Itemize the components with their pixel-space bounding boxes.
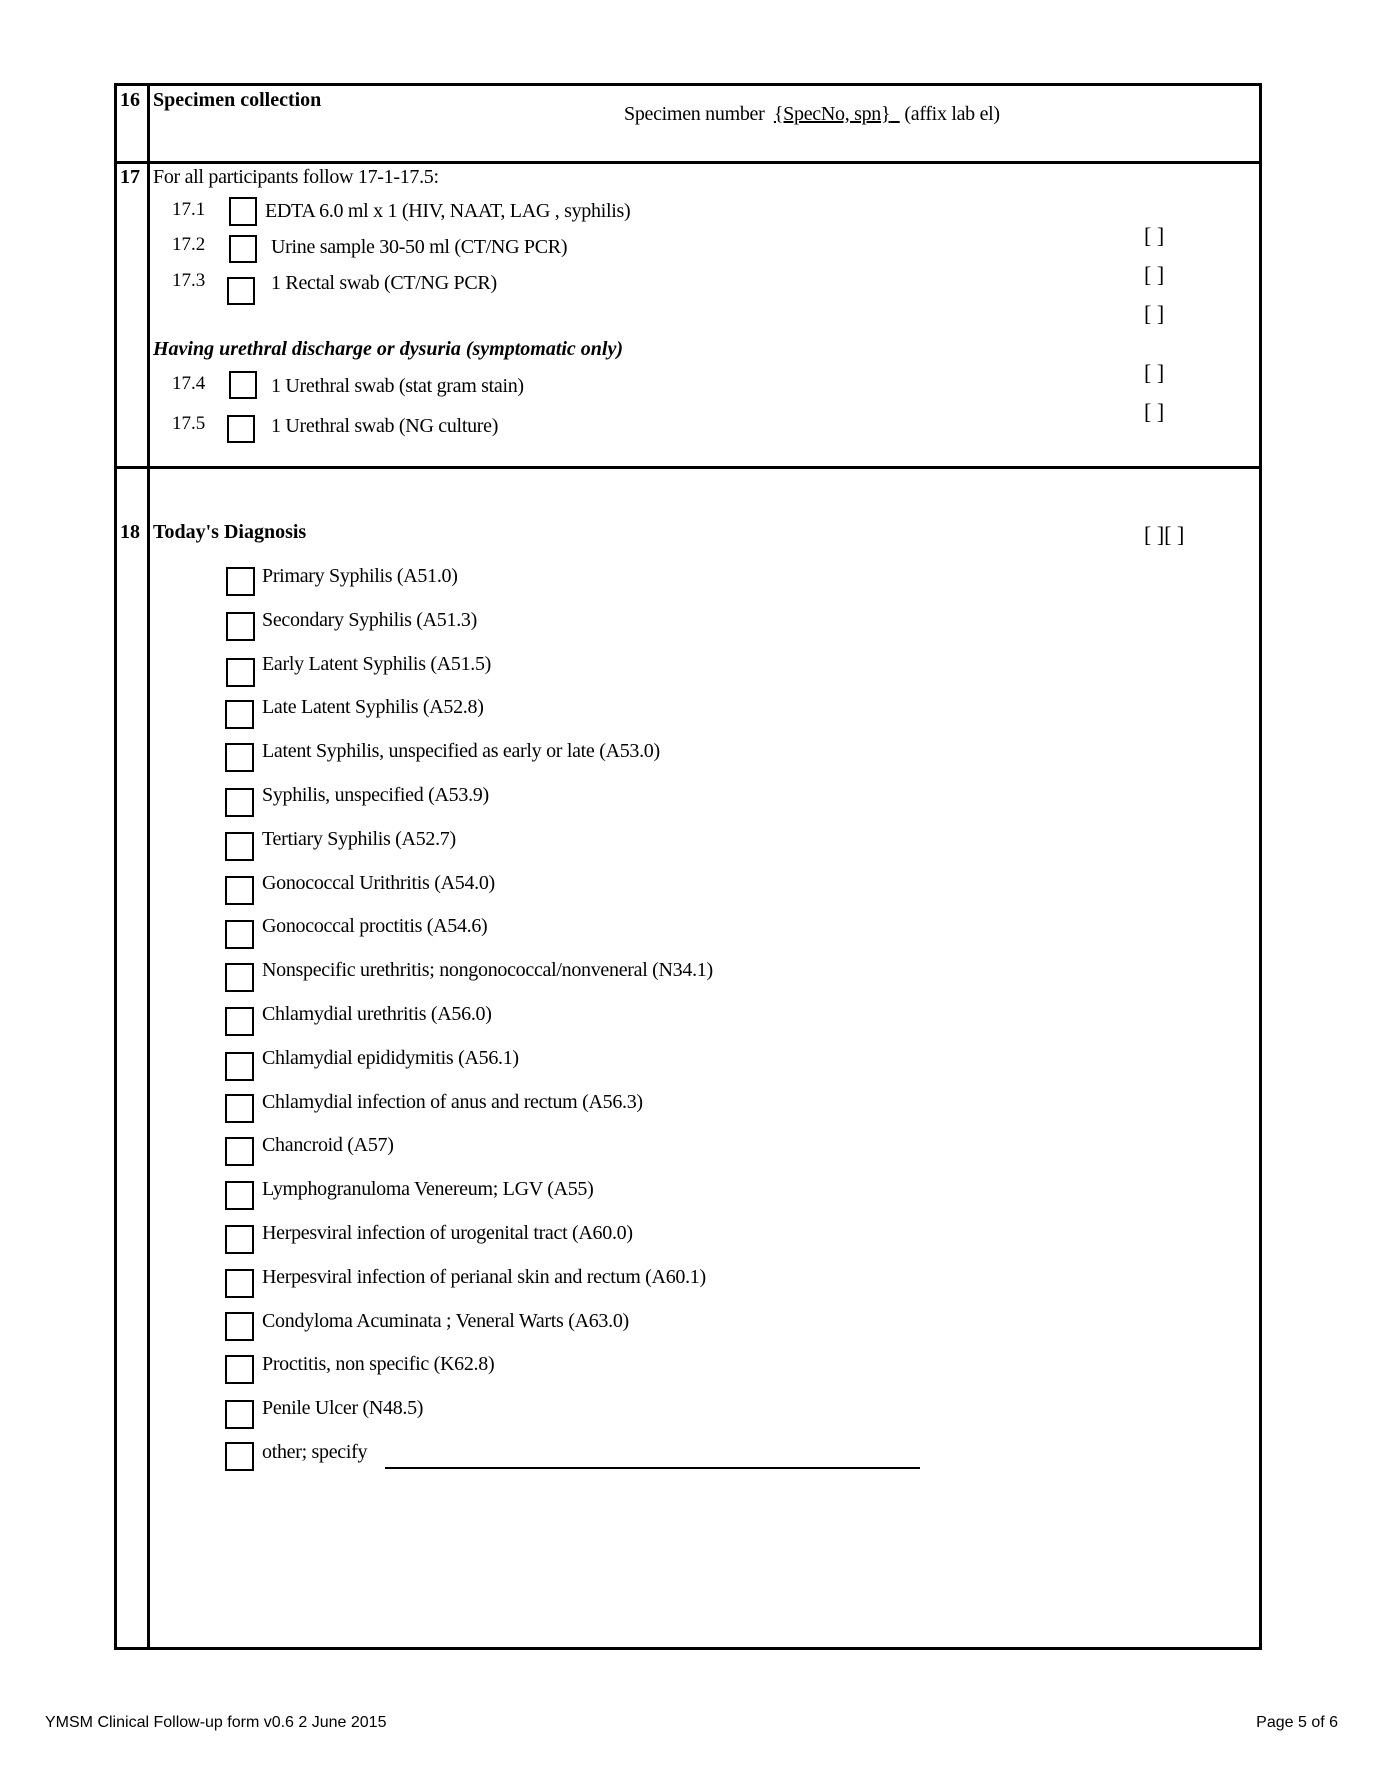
checkbox[interactable] [225, 1269, 254, 1298]
checkbox[interactable] [225, 920, 254, 949]
diagnosis-label: Latent Syphilis, unspecified as early or late (A53.0) [262, 740, 660, 762]
checkbox[interactable] [226, 658, 255, 687]
checkbox[interactable] [225, 1052, 254, 1081]
item-number: 17.3 [172, 270, 206, 291]
diagnosis-label: other; specify [262, 1441, 368, 1463]
checkbox[interactable] [225, 788, 254, 817]
item-number: 17.5 [172, 413, 206, 434]
checkbox[interactable] [229, 235, 257, 263]
diagnosis-code-brackets[interactable]: [ ][ ] [1144, 522, 1185, 547]
checkbox[interactable] [225, 1355, 254, 1384]
checkbox[interactable] [225, 1007, 254, 1036]
checkbox[interactable] [229, 197, 257, 226]
item-label: Urine sample 30-50 ml (CT/NG PCR) [271, 236, 568, 258]
checkbox[interactable] [225, 1181, 254, 1210]
item-label: EDTA 6.0 ml x 1 (HIV, NAAT, LAG , syphilis) [265, 200, 631, 222]
diagnosis-label: Secondary Syphilis (A51.3) [262, 609, 477, 631]
other-specify-line[interactable] [385, 1467, 920, 1469]
checkbox[interactable] [225, 832, 254, 861]
code-bracket[interactable]: [ ] [1144, 399, 1165, 424]
diagnosis-label: Early Latent Syphilis (A51.5) [262, 653, 492, 675]
item-label: 1 Urethral swab (stat gram stain) [271, 375, 524, 397]
checkbox[interactable] [226, 567, 255, 596]
section-divider-16-17 [114, 161, 1259, 164]
checkbox[interactable] [225, 743, 254, 772]
diagnosis-label: Tertiary Syphilis (A52.7) [262, 828, 456, 850]
specimen-number-value[interactable]: {SpecNo, spn} [773, 103, 891, 125]
specimen-number-label: Specimen number [624, 103, 765, 125]
diagnosis-label: Primary Syphilis (A51.0) [262, 565, 458, 587]
diagnosis-label: Lymphogranuloma Venereum; LGV (A55) [262, 1178, 594, 1200]
item-number: 17.2 [172, 234, 206, 255]
checkbox[interactable] [225, 700, 254, 729]
checkbox[interactable] [229, 371, 257, 399]
section-divider-17-18 [114, 466, 1259, 469]
diagnosis-label: Syphilis, unspecified (A53.9) [262, 784, 489, 806]
checkbox[interactable] [225, 1094, 254, 1123]
item-label: 1 Rectal swab (CT/NG PCR) [271, 272, 497, 294]
symptomatic-heading: Having urethral discharge or dysuria (symptomatic only) [153, 338, 624, 360]
section-title: Today's Diagnosis [153, 521, 307, 543]
item-number: 17.1 [172, 199, 206, 220]
checkbox[interactable] [226, 612, 255, 641]
checkbox[interactable] [225, 963, 254, 992]
item-number: 17.4 [172, 373, 206, 394]
checkbox[interactable] [225, 1137, 254, 1166]
diagnosis-label: Gonococcal proctitis (A54.6) [262, 915, 488, 937]
checkbox[interactable] [225, 1400, 254, 1429]
diagnosis-label: Chancroid (A57) [262, 1134, 394, 1156]
diagnosis-label: Chlamydial urethritis (A56.0) [262, 1003, 492, 1025]
section-number: 17 [120, 166, 140, 188]
checkbox[interactable] [225, 1312, 254, 1341]
checkbox[interactable] [227, 415, 255, 443]
section-number: 18 [120, 521, 140, 543]
diagnosis-label: Gonococcal Urithritis (A54.0) [262, 872, 495, 894]
checkbox[interactable] [225, 876, 254, 905]
diagnosis-label: Condyloma Acuminata ; Veneral Warts (A63.0) [262, 1310, 629, 1332]
number-column-divider [147, 83, 150, 1647]
section-number: 16 [120, 89, 140, 111]
diagnosis-label: Proctitis, non specific (K62.8) [262, 1353, 495, 1375]
checkbox[interactable] [227, 277, 255, 305]
checkbox[interactable] [225, 1442, 254, 1471]
diagnosis-label: Herpesviral infection of perianal skin and rectum (A60.1) [262, 1266, 706, 1288]
footer-page-number: Page 5 of 6 [1256, 1714, 1338, 1731]
diagnosis-label: Chlamydial epididymitis (A56.1) [262, 1047, 519, 1069]
diagnosis-label: Herpesviral infection of urogenital tract (A60.0) [262, 1222, 633, 1244]
code-bracket[interactable]: [ ] [1144, 360, 1165, 385]
code-bracket[interactable]: [ ] [1144, 223, 1165, 248]
diagnosis-label: Nonspecific urethritis; nongonococcal/nonveneral (N34.1) [262, 959, 713, 981]
specimen-number-note: (affix lab el) [904, 103, 1000, 125]
footer-form-title: YMSM Clinical Follow-up form v0.6 2 June 2015 [45, 1714, 387, 1731]
section-title: Specimen collection [153, 89, 322, 111]
code-bracket[interactable]: [ ] [1144, 262, 1165, 287]
section-intro: For all participants follow 17-1-17.5: [153, 166, 439, 188]
diagnosis-label: Late Latent Syphilis (A52.8) [262, 696, 484, 718]
checkbox[interactable] [225, 1225, 254, 1254]
item-label: 1 Urethral swab (NG culture) [271, 415, 499, 437]
diagnosis-label: Chlamydial infection of anus and rectum (A56.3) [262, 1091, 643, 1113]
specimen-number-field [624, 103, 1000, 126]
diagnosis-label: Penile Ulcer (N48.5) [262, 1397, 424, 1419]
code-bracket[interactable]: [ ] [1144, 301, 1165, 326]
